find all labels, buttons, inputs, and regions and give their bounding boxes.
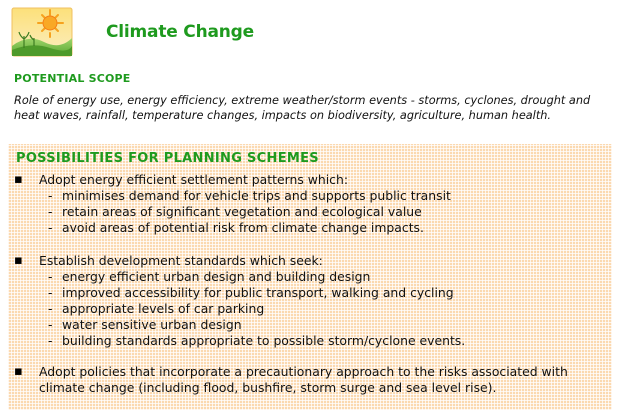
bullet-text: Adopt energy efficient settlement patterns which: [39,172,349,187]
bullet-icon: ▪ [14,253,23,268]
sub-item [48,333,465,349]
dash-icon: - [48,220,53,235]
sub-item-text: water sensitive urban design [62,317,242,332]
sub-item-text: avoid areas of potential risk from climate change impacts. [62,220,424,235]
dash-icon: - [48,333,53,348]
page-title: Climate Change [106,22,254,42]
bullet-icon: ▪ [14,172,23,187]
bullet-icon: ▪ [14,364,23,379]
sub-item [48,188,451,204]
possibilities-panel [8,144,612,410]
sub-item-text: energy efficient urban design and building design [62,269,371,284]
climate-sun-landscape-icon [10,6,76,58]
dash-icon: - [48,188,53,203]
sub-item [48,220,424,236]
bullet-text: Establish development standards which seek: [39,253,323,268]
potential-scope-text: Role of energy use, energy efficiency, extreme weather/storm events - storms, cyclones, drought and heat waves, rainfall, temperature changes, impacts on biodiversity, agriculture, human health. [14,94,591,122]
dash-icon: - [48,301,53,316]
dash-icon: - [48,269,53,284]
sub-item [48,317,242,333]
bullet-text: Adopt policies that incorporate a precautionary approach to the risks associated with climate change (including flood, bushfire, storm surge and sea level rise). [39,364,568,395]
dash-icon: - [48,317,53,332]
possibilities-heading: POSSIBILITIES FOR PLANNING SCHEMES [16,151,319,166]
sub-item [48,269,370,285]
sub-item-text: retain areas of significant vegetation and ecological value [62,204,422,219]
sub-item-text: building standards appropriate to possible storm/cyclone events. [62,333,466,348]
sub-item [48,285,454,301]
sub-item-text: minimises demand for vehicle trips and supports public transit [62,188,451,203]
sub-item [48,204,422,220]
sub-item [48,301,264,317]
sub-item-text: appropriate levels of car parking [62,301,265,316]
dash-icon: - [48,204,53,219]
sub-item-text: improved accessibility for public transport, walking and cycling [62,285,454,300]
potential-scope-heading: POTENTIAL SCOPE [14,72,131,85]
dash-icon: - [48,285,53,300]
